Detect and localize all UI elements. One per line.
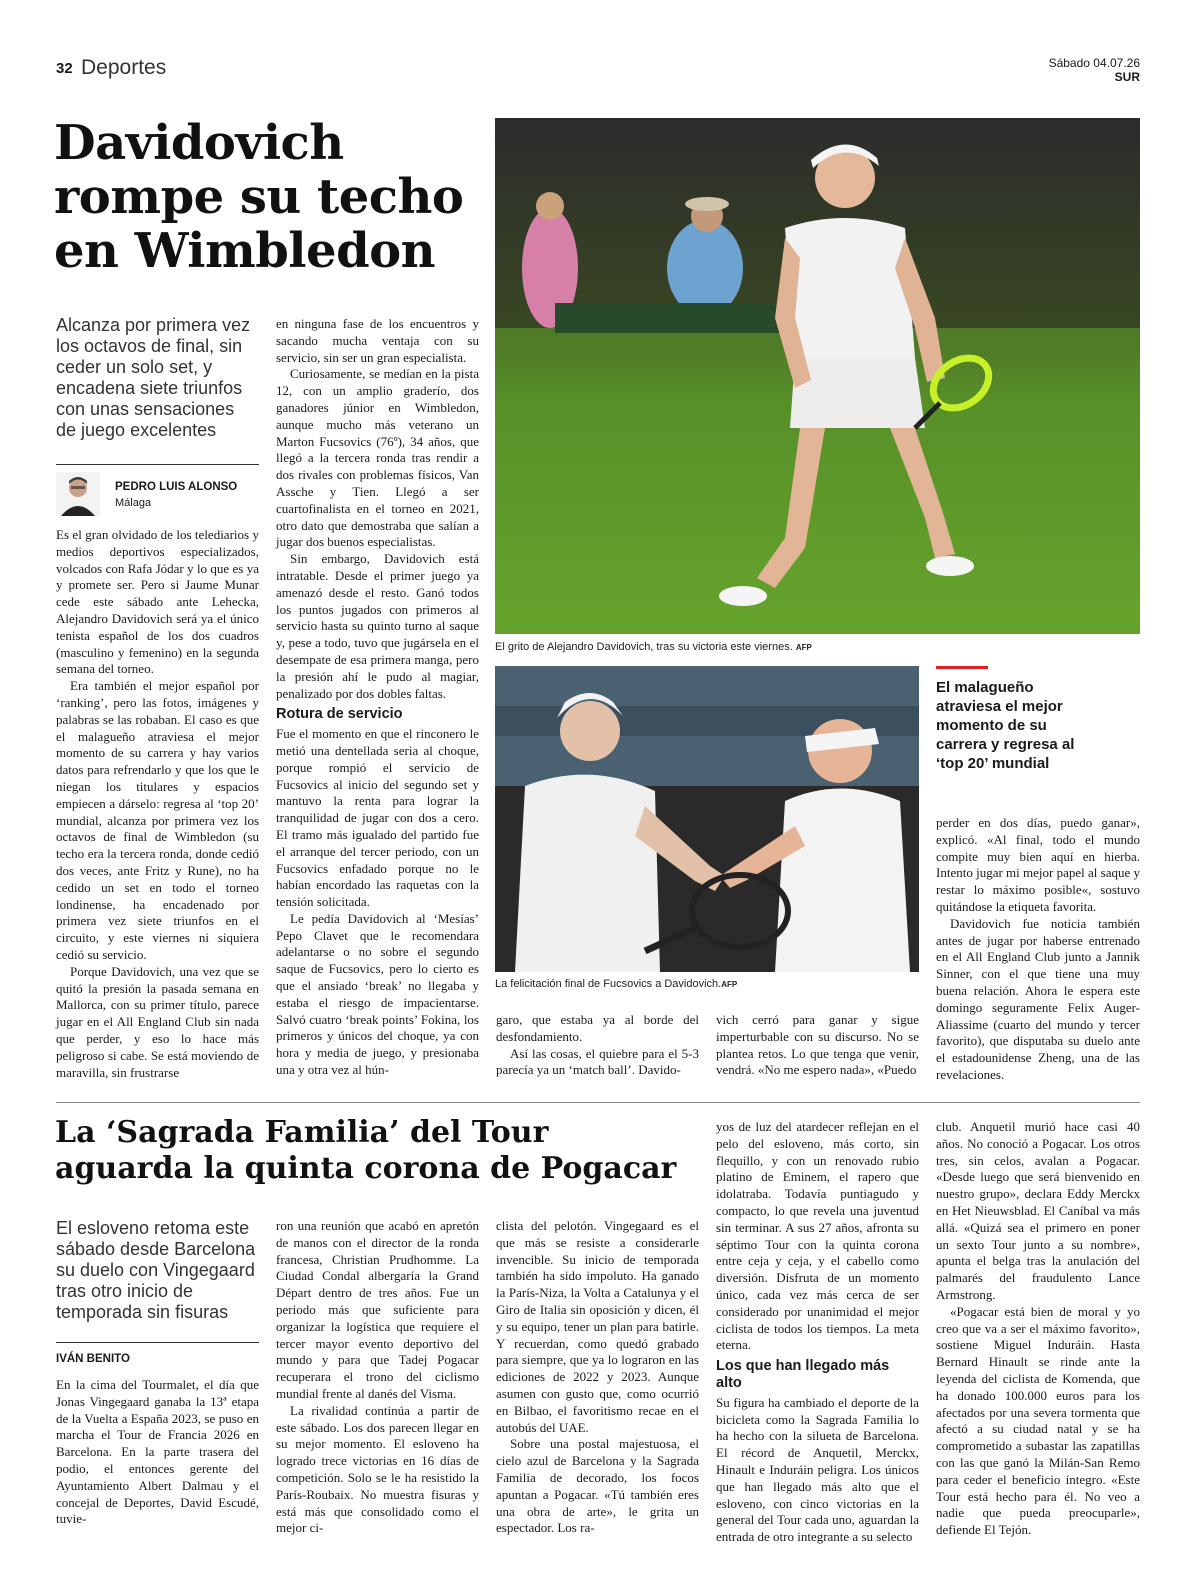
story2-column-4 bbox=[716, 1119, 919, 1546]
story2-author-rule bbox=[56, 1342, 259, 1343]
story1-pullquote: El malagueño atraviesa el mejor momento de su carrera y regresa al ‘top 20’ mundial bbox=[936, 679, 1075, 772]
story2-headline-line1: La ‘Sagrada Familia’ del Tour bbox=[55, 1115, 549, 1150]
story1-headline-line3: en Wimbledon bbox=[54, 223, 436, 279]
story1-column-4 bbox=[716, 1012, 919, 1079]
story1-author-rule bbox=[56, 464, 259, 465]
story2-column-5 bbox=[936, 1119, 1140, 1539]
story2-col3-para: Sobre una postal majestuosa, el cielo azul de Barcelona y la Sagrada Familia de decorado, los focos apuntan a Pogacar. «Tú también eres una obra de arte», le grita un espectador. Los ra- bbox=[496, 1436, 699, 1536]
story1-col1-para: Porque Davidovich, una vez que se quitó la presión la pasada semana en Mallorca, con su primer título, parece jugar en el All England Club sin nada que perder, y eso lo hace más peligroso si cabe. Se está moviendo de maravilla, sin frustrarse bbox=[56, 963, 259, 1080]
pullquote-accent-rule bbox=[936, 666, 988, 669]
photo1-credit: AFP bbox=[795, 643, 812, 652]
photo-davidovich-celebrating bbox=[495, 118, 1140, 634]
story1-col5-para: Davidovich fue noticia también antes de jugar por haberse entrenado en el All England Club junto a Jannik Sinner, con el que tiene una muy buena relación. Ahora le espera este domingo seguramente Felix Auger-Aliassime (cuarto del mundo y tercer favorito), que disputaba su duelo ante el estadounidense Zheng, una de las revelaciones. bbox=[936, 915, 1140, 1082]
story1-col2-para: Fue el momento en que el rinconero le metió una dentellada seria al choque, porque rompió el servicio de Fucsovics al inicio del segundo set y mantuvo la renta para lograr la tranquilidad de jugar con dos a cero. El tramo más igualado del partido fue el arranque del tercer periodo, con un Fucsovics enfadado porque no le habían encordado las raquetas con la tensión solicitada. bbox=[276, 726, 479, 910]
story1-col3-para: Así las cosas, el quiebre para el 5-3 parecía ya un ‘match ball’. Davido- bbox=[496, 1045, 699, 1078]
story2-headline bbox=[55, 1115, 715, 1187]
story2-col2-para: La rivalidad continúa a partir de este sábado. Los dos parecen llegar en su mejor momento. El esloveno ha logrado trece victorias en 16 días de competición. Solo se le ha resistido la París-Roubaix. No muestra fisuras y está más que consolidado como el mejor ci- bbox=[276, 1402, 479, 1536]
story2-column-2 bbox=[276, 1218, 479, 1537]
story1-location: Málaga bbox=[115, 497, 152, 509]
story2-col5-para: club. Anquetil murió hace casi 40 años. No conoció a Pogacar. Los otros tres, sin celos, avalan a Pogacar. «Desde luego que será bienvenido en nuestro grupo», declara Eddy Merckx en Het Nieuwsblad. El Caníbal va más allá. «Quizá sea el primero en poner un sexto Tour junto a su nombre», apunta el belga tras la anulación del palmarés del fraudulento Lance Armstrong. bbox=[936, 1119, 1140, 1302]
photo-handshake bbox=[495, 666, 919, 972]
story1-column-5 bbox=[936, 815, 1140, 1084]
story-divider bbox=[56, 1102, 1140, 1103]
photo2-caption-text: La felicitación final de Fucsovics a Davidovich. bbox=[495, 978, 722, 990]
story1-col1-para: Era también el mejor español por ‘ranking’, pero las fotos, imágenes y palabras se las robaban. El caso es que el malagueño atraviesa el mejor momento de su carrera y hay varios datos para refrendarlo y que los que le niegan los titulares y espacios empiecen a dárselo: regresa al ‘top 20’ mundial, alcanza por primera vez los octavos de final de Wimbledon (su techo era la tercera ronda, donde cedió dos veces, ante Fritz y Rune), no ha cedido un set en todo el torneo londinense, ha encadenado por primera vez siete triunfos en el circuito, y este viernes ni siquiera cedió su servicio. bbox=[56, 678, 259, 962]
story2-lede: El esloveno retoma este sábado desde Barcelona su duelo con Vingegaard tras otro inicio de temporada sin fisuras bbox=[56, 1218, 256, 1322]
story2-subhead: Los que han llegado más alto bbox=[716, 1358, 890, 1391]
story2-col1-para: En la cima del Tourmalet, el día que Jonas Vingegaard ganaba la 13ª etapa de la Vuelta a España 2023, se puso en marcha el Tour de Francia 2026 en Barcelona. En la parte trasera del podio, el entonces gerente del Ayuntamiento Albert Dalmau y el concejal de Deportes, David Escudé, tuvie- bbox=[56, 1377, 259, 1527]
section-name: Deportes bbox=[81, 56, 167, 79]
story1-column-1 bbox=[56, 527, 259, 1081]
story1-col2-para: en ninguna fase de los encuentros y sacando mucha ventaja con su servicio, sin ser un gran especialista. bbox=[276, 316, 479, 365]
story2-col3-para: clista del pelotón. Vingegaard es el que más se resiste a considerarle invencible. Su inicio de temporada también ha sido impoluto. Ha ganado la París-Niza, la Volta a Catalunya y el Giro de Italia sin oposición y dicen, él y su equipo, tener un plan para batirle. Y recuerdan, como quedó grabado para siempre, que ya lo lograron en las ediciones de 2022 y 2023. Aunque asumen con gusto que, como ocurrió en Bilbao, el favoritismo recae en el autobús del UAE. bbox=[496, 1218, 699, 1435]
story2-col4-para: Su figura ha cambiado el deporte de la bicicleta como la Sagrada Familia lo ha hecho con la silueta de Barcelona. El récord de Anquetil, Merckx, Hinault e Induráin peligra. Los únicos que han llegado más alto que el esloveno, con cinco victorias en la general del Tour cada uno, aguardan la entrada de otro integrante a su selecto bbox=[716, 1394, 919, 1545]
author-photo bbox=[56, 472, 100, 516]
story2-author: IVÁN BENITO bbox=[56, 1353, 130, 1365]
page-number: 32 bbox=[56, 60, 73, 77]
photo1-caption-text: El grito de Alejandro Davidovich, tras su victoria este viernes. bbox=[495, 641, 793, 653]
story1-col2-para: Sin embargo, Davidovich está intratable. Desde el primer juego ya amenazó desde el resto. Ganó todos los puntos jugados con primeros al servicio hasta su quinto turno al saque y, pese a todo, tuvo que jugársela en el desempate de esa primera manga, pero la presión ahí le pudo al magiar, penalizado por dos dobles faltas. bbox=[276, 551, 479, 701]
photo2-credit: AFP bbox=[721, 980, 738, 989]
issue-date: Sábado 04.07.26 bbox=[1048, 56, 1140, 70]
story1-headline-line1: Davidovich bbox=[54, 115, 344, 171]
story1-column-3 bbox=[496, 1012, 699, 1079]
story1-col3-para: garo, que estaba ya al borde del desfondamiento. bbox=[496, 1012, 699, 1044]
story1-col1-para: Es el gran olvidado de los telediarios y medios deportivos especializados, volcados con Rafa Jódar y lo que es ya y promete ser. Pero si Jaume Munar cede este sábado ante Lehecka, Alejandro Davidovich será ya el único tenista español de los dos cuadros (masculino y femenino) en la segunda semana del torneo. bbox=[56, 527, 259, 677]
paper-name: SUR bbox=[1114, 70, 1140, 84]
photo2-caption bbox=[495, 978, 919, 990]
story2-col2-para: ron una reunión que acabó en apretón de manos con el director de la ronda francesa, Christian Prudhomme. La Ciudad Condal albergaría la Grand Départ dentro de tres años. Fue un periodo más que suficiente para organizar la logística que requiere el tercer mayor evento deportivo del mundo y para que Tadej Pogacar recuperara el trono del ciclismo mundial frente al danés del Visma. bbox=[276, 1218, 479, 1401]
story1-headline bbox=[54, 116, 484, 278]
story1-col2-para: Le pedía Davidovich al ‘Mesías’ Pepo Clavet que le recomendara adelantarse o no sobre el segundo saque de Fucsovics, pero lo cierto es que el ansiado ‘break’ no llegaba y estaba el riesgo de impacientarse. Salvó cuatro ‘break points’ Fokina, los primeros y únicos del choque, ya con hora y media de juego, y presionaba una y otra vez al hún- bbox=[276, 910, 479, 1078]
story1-col2-para: Curiosamente, se medían en la pista 12, con un amplio graderío, dos ganadores júnior en Wimbledon, aunque mucho más veterano un Marton Fucsovics (76º), 34 años, que llegó a la tercera ronda tras rendir a dos rivales con problemas físicos, Van Assche y Tien. Llegó a ser cuartofinalista en el torneo en 2021, otro dato que demostraba que salían a jugar dos buenos especialistas. bbox=[276, 366, 479, 550]
story1-author: PEDRO LUIS ALONSO bbox=[115, 481, 238, 493]
story2-col4-para: yos de luz del atardecer reflejan en el pelo del esloveno, más corto, sin flequillo, y con un renovado rubio platino de Eminem, el rapero que idolatraba. Todavía puntiagudo y compacto, lo que revela una juventud sin terminar. A sus 27 años, afronta su séptimo Tour con la quinta corona entre ceja y ceja, y el cabello como diversión. Disfruta de un momento único, cada vez más cerca de ser considerado por unanimidad el mejor ciclista de todos los tiempos. La meta eterna. bbox=[716, 1119, 919, 1353]
story1-subhead: Rotura de servicio bbox=[276, 706, 403, 723]
story2-col5-para: «Pogacar está bien de moral y yo creo que va a ser el máximo favorito», sostiene Miguel Induráin. Hasta Bernard Hinault se rinde ante la leyenda del ciclista de Komenda, que ha donado 100.000 euros para los afectados por una severa tormenta que afectó a su ciudad natal y se ha comprometido a subastar las zapatillas con las que ganó la Milán-San Remo para ceder el beneficio íntegro. «Este Tour está hecho para él. No veo a nadie que pueda preocuparle», defiende El Tejón. bbox=[936, 1303, 1140, 1538]
story1-headline-line2: rompe su techo bbox=[54, 169, 464, 225]
story2-headline-line2: aguarda la quinta corona de Pogacar bbox=[55, 1151, 677, 1186]
story1-column-2 bbox=[276, 316, 479, 1079]
story2-column-1 bbox=[56, 1377, 259, 1528]
story1-lede: Alcanza por primera vez los octavos de final, sin ceder un solo set, y encadena siete triunfos con unas sensaciones de juego excelentes bbox=[56, 315, 251, 440]
story1-col4-para: vich cerró para ganar y sigue imperturbable con su discurso. No se plantea retos. Lo que tenga que venir, vendrá. «No me espero nada», «Puedo bbox=[716, 1012, 919, 1078]
story1-col5-para: perder en dos días, puedo ganar», explicó. «Al final, todo el mundo compite muy bien aquí en hierba. Intento jugar mi mejor papel al saque y restar lo máximo posible«, sostuvo quitándose la etiqueta favorita. bbox=[936, 815, 1140, 914]
photo1-caption bbox=[495, 641, 1140, 653]
story2-column-3 bbox=[496, 1218, 699, 1537]
